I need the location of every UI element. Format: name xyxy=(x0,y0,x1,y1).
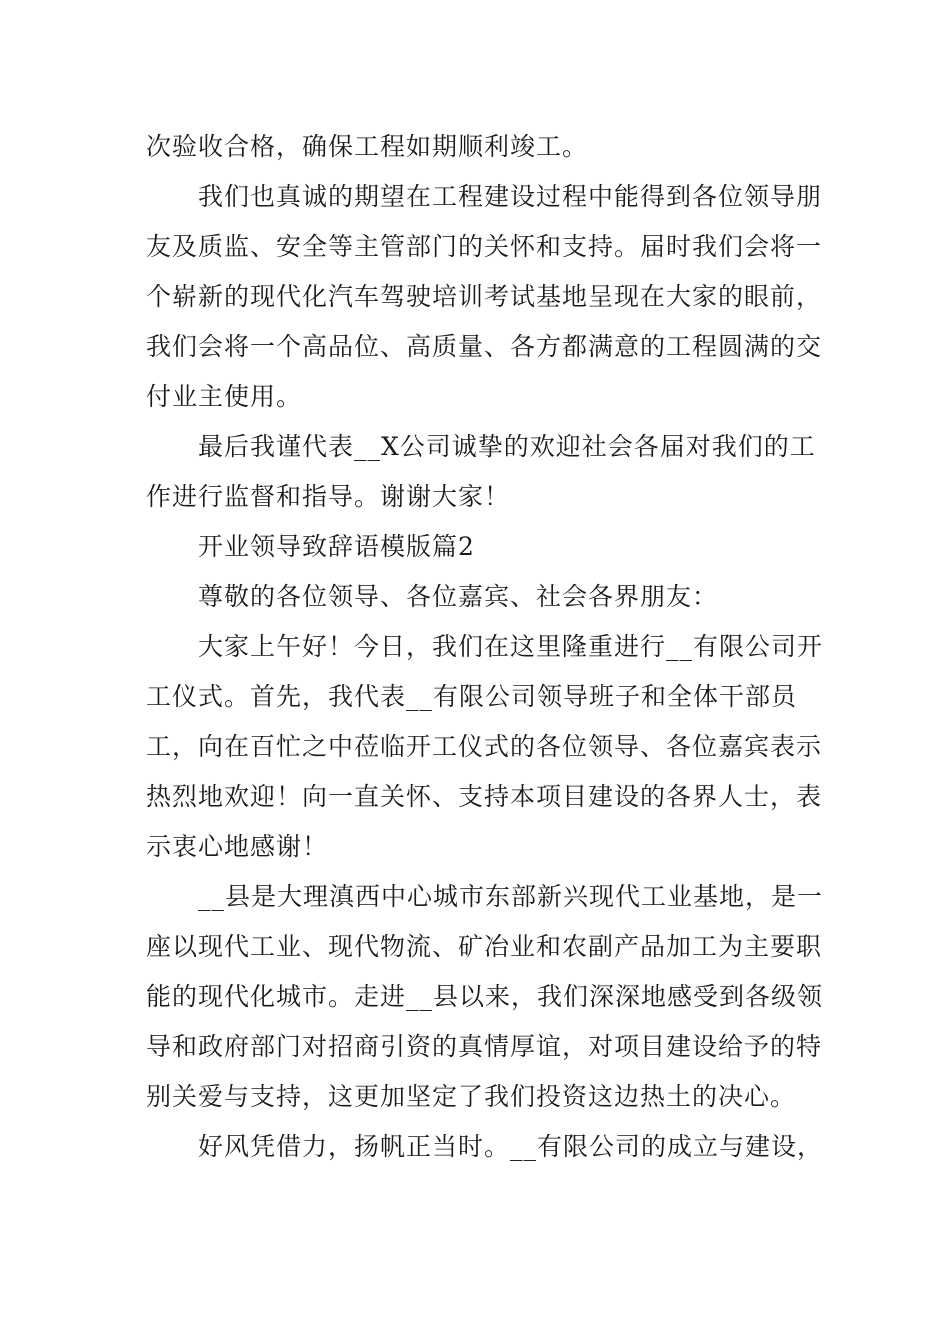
salutation: 尊敬的各位领导、各位嘉宾、社会各界朋友： xyxy=(198,582,719,611)
paragraph-6: 大家上午好！今日，我们在这里隆重进行__有限公司开工仪式。首先，我代表__有限公司领导班子和全体干部员工，向在百忙之中莅临开工仪式的各位领导、各位嘉宾表示热烈地欢迎！向一直关怀、支持本项目建设的各界人士，表示衷心地感谢！ xyxy=(146,632,824,861)
paragraph-8: 好风凭借力，扬帆正当时。__有限公司的成立与建设， xyxy=(198,1132,824,1161)
paragraph-3: 最后我谨代表__X公司诚挚的欢迎社会各届对我们的工作进行监督和指导。谢谢大家！ xyxy=(146,432,816,511)
paragraph-2: 我们也真诚的期望在工程建设过程中能得到各位领导朋友及质监、安全等主管部门的关怀和支持。届时我们会将一个崭新的现代化汽车驾驶培训考试基地呈现在大家的眼前，我们会将一个高品位、高质量、各方都满意的工程圆满的交付业主使用。 xyxy=(146,182,823,411)
paragraph-1: 次验收合格，确保工程如期顺利竣工。 xyxy=(146,132,589,161)
paragraph-7: __县是大理滇西中心城市东部新兴现代工业基地，是一座以现代工业、现代物流、矿冶业和农副产品加工为主要职能的现代化城市。走进__县以来，我们深深地感受到各级领导和政府部门对招商引资的真情厚谊，对项目建设给予的特别关爱与支持，这更加坚定了我们投资这边热土的决心。 xyxy=(146,882,824,1111)
section-heading: 开业领导致辞语模版篇2 xyxy=(198,532,475,561)
document-body xyxy=(146,122,836,1172)
